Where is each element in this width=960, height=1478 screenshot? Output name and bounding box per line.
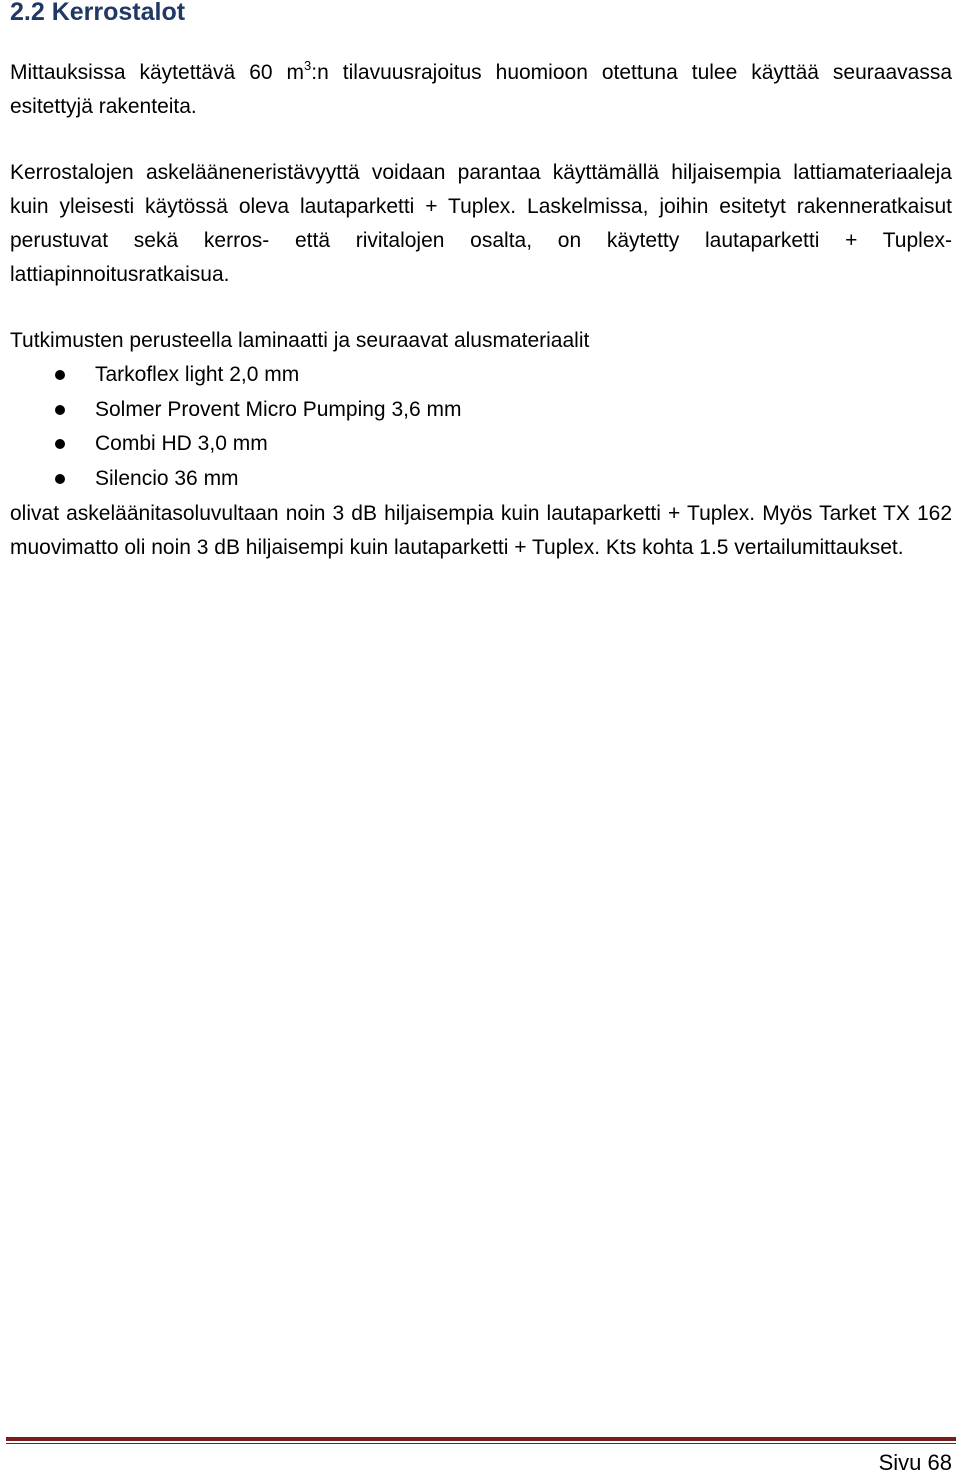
section-heading: 2.2 Kerrostalot [10, 0, 186, 26]
paragraph-research-intro: Tutkimusten perusteella laminaatti ja seuraavat alusmateriaalit [10, 329, 590, 352]
superscript-cubic: 3 [304, 58, 312, 73]
paragraph-impact-sound: Kerrostalojen askelääneneristävyyttä voidaan parantaa käyttämällä hiljaisempia lattiamateriaaleja kuin yleisesti käytössä oleva lautaparketti + Tuplex. Laskelmissa, joihin esitetyt rakenneratkaisut perustuvat sekä kerros- että rivitalojen osalta, on käytetty lautaparketti + Tuplex-lattiapinnoitusratkaisua. [10, 161, 952, 286]
page-number: Sivu 68 [878, 1450, 952, 1475]
bullet-icon [55, 405, 65, 415]
paragraph-volume-limit-end: :n tilavuusrajoitus huomioon otettuna tulee käyttää seuraavassa esitettyjä rakenteita. [10, 61, 953, 118]
list-item [10, 427, 461, 462]
bullet-icon [55, 474, 65, 484]
list-item [10, 358, 461, 393]
underlay-materials-list [10, 358, 461, 496]
bullet-icon [55, 370, 65, 380]
list-item [10, 393, 461, 428]
paragraph-volume-limit [10, 56, 952, 124]
paragraph-volume-limit-start: Mittauksissa käytettävä 60 m [10, 61, 305, 84]
paragraph-results: olivat askeläänitasoluvultaan noin 3 dB hiljaisempia kuin lautaparketti + Tuplex. Myös Tarket TX 162 muovimatto oli noin 3 dB hiljaisempi kuin lautaparketti + Tuplex. Kts kohta 1.5 vertailumittaukset. [10, 502, 952, 559]
footer-divider-thin [6, 1443, 956, 1444]
list-item-text: Solmer Provent Micro Pumping 3,6 mm [95, 397, 462, 421]
footer-divider [6, 1437, 956, 1441]
list-item-text: Silencio 36 mm [95, 466, 239, 490]
bullet-icon [55, 439, 65, 449]
list-item-text: Combi HD 3,0 mm [95, 432, 268, 455]
list-item-text: Tarkoflex light 2,0 mm [95, 363, 300, 386]
list-item [10, 462, 461, 497]
